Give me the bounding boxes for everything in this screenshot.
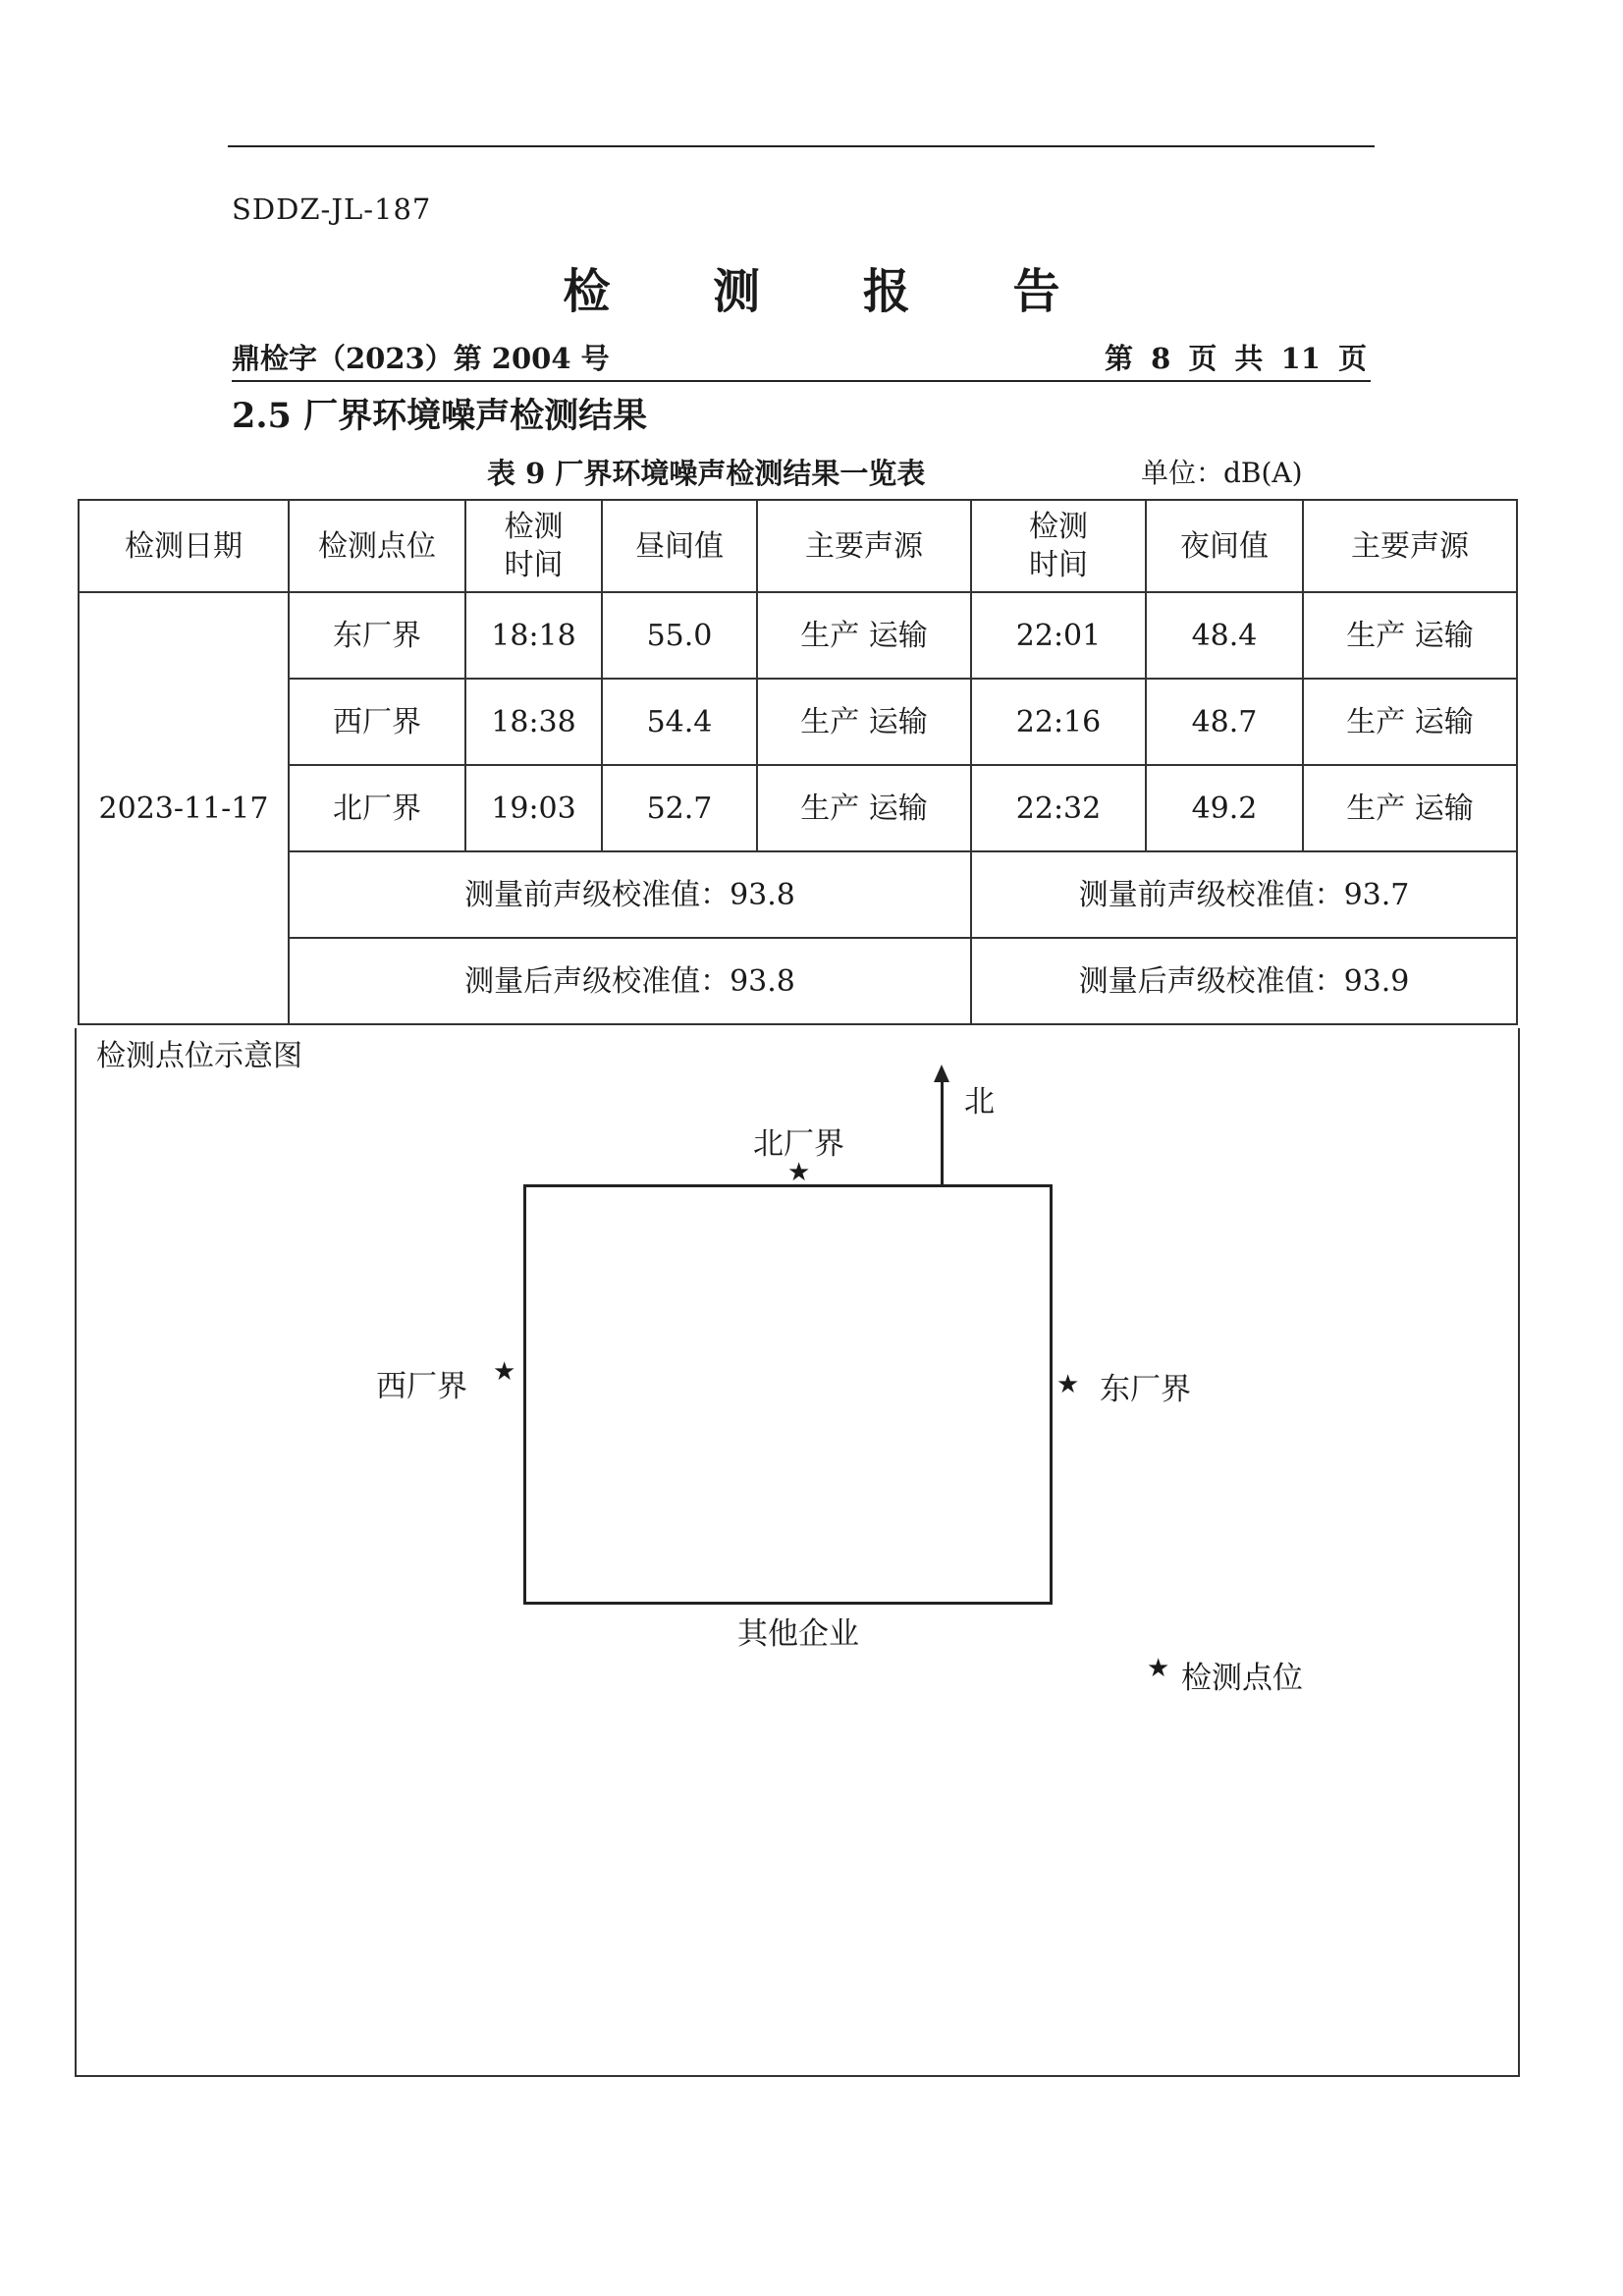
night-value-cell: 49.2 [1146, 765, 1303, 851]
calibration-after-night: 测量后声级校准值：93.9 [971, 938, 1517, 1024]
night-time-cell: 22:32 [971, 765, 1146, 851]
night-source-cell: 生产 运输 [1303, 765, 1517, 851]
report-title: 检 测 报 告 [563, 264, 1104, 319]
calibration-before-day: 测量前声级校准值：93.8 [289, 851, 971, 938]
header-night-time: 检测 时间 [971, 500, 1146, 592]
north-arrow-shaft [941, 1078, 944, 1184]
day-time-cell: 19:03 [465, 765, 602, 851]
header-rule [228, 145, 1375, 147]
header-date: 检测日期 [79, 500, 289, 592]
night-time-cell: 22:01 [971, 592, 1146, 679]
page-info: 第 8 页 共 11 页 [1104, 342, 1367, 375]
table-header-row [79, 500, 1517, 592]
calibration-after-row [79, 938, 1517, 1024]
night-source-cell: 生产 运输 [1303, 679, 1517, 765]
document-code: SDDZ-JL-187 [232, 192, 432, 226]
legend-star-icon: ★ [1147, 1654, 1170, 1683]
report-number: 鼎检字（2023）第 2004 号 [232, 342, 610, 375]
calibration-before-night: 测量前声级校准值：93.7 [971, 851, 1517, 938]
point-cell: 北厂界 [289, 765, 465, 851]
day-source-cell: 生产 运输 [757, 679, 971, 765]
night-value-cell: 48.4 [1146, 592, 1303, 679]
north-label: 北 [964, 1084, 995, 1120]
header-point: 检测点位 [289, 500, 465, 592]
day-source-cell: 生产 运输 [757, 765, 971, 851]
header-day-time: 检测 时间 [465, 500, 602, 592]
header-day-value: 昼间值 [602, 500, 757, 592]
day-value-cell: 52.7 [602, 765, 757, 851]
header-night-source: 主要声源 [1303, 500, 1517, 592]
legend-label: 检测点位 [1181, 1661, 1303, 1696]
star-icon: ★ [493, 1357, 516, 1387]
north-arrow-icon [934, 1065, 949, 1082]
date-cell: 2023-11-17 [79, 592, 289, 1024]
night-source-cell: 生产 运输 [1303, 592, 1517, 679]
table-row [79, 679, 1517, 765]
star-icon: ★ [1056, 1370, 1080, 1399]
table-row [79, 765, 1517, 851]
star-icon: ★ [787, 1158, 811, 1187]
header-day-source: 主要声源 [757, 500, 971, 592]
night-time-cell: 22:16 [971, 679, 1146, 765]
diagram-title: 检测点位示意图 [96, 1039, 302, 1073]
day-value-cell: 54.4 [602, 679, 757, 765]
table-unit: 单位：dB(A) [1141, 457, 1303, 489]
day-source-cell: 生产 运输 [757, 592, 971, 679]
site-boundary-rect [523, 1184, 1053, 1605]
south-neighbor-label: 其他企业 [737, 1616, 859, 1652]
report-ref-row [232, 337, 1371, 382]
day-value-cell: 55.0 [602, 592, 757, 679]
day-time-cell: 18:18 [465, 592, 602, 679]
table-caption: 表 9 厂界环境噪声检测结果一览表 [487, 457, 926, 490]
calibration-before-row [79, 851, 1517, 938]
west-boundary-label: 西厂界 [376, 1369, 467, 1404]
section-heading: 2.5 厂界环境噪声检测结果 [232, 396, 648, 436]
point-cell: 西厂界 [289, 679, 465, 765]
noise-results-table [78, 499, 1518, 1025]
calibration-after-day: 测量后声级校准值：93.8 [289, 938, 971, 1024]
night-value-cell: 48.7 [1146, 679, 1303, 765]
header-night-value: 夜间值 [1146, 500, 1303, 592]
north-boundary-label: 北厂界 [753, 1126, 844, 1162]
point-cell: 东厂界 [289, 592, 465, 679]
day-time-cell: 18:38 [465, 679, 602, 765]
east-boundary-label: 东厂界 [1100, 1372, 1191, 1407]
table-row [79, 592, 1517, 679]
